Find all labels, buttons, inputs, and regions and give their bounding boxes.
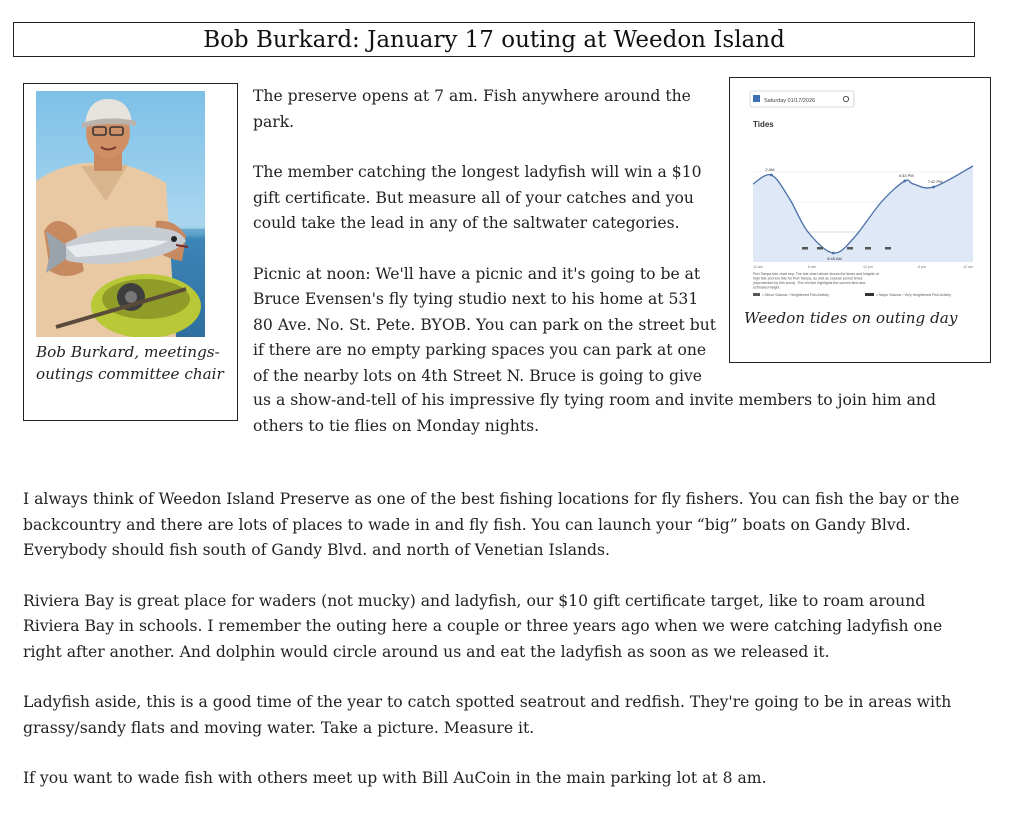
tides-figure xyxy=(729,77,991,363)
tide-point-label: 8:45 AM xyxy=(827,256,842,261)
intro-paragraph-3-continued: us a show-and-tell of his impressive fly tying room and invite members to join him and others to tie flies on Monday nights. xyxy=(253,391,936,435)
legend-major-label: = Major Solunar / Very Heightened Fish Activity xyxy=(876,293,952,297)
solunar-fish-icon xyxy=(847,247,853,250)
article-paragraph-1: I always think of Weedon Island Preserve as one of the best fishing locations for fly fishers. You can fish the bay or the backcountry and there are lots of places to wade in and fly fish. You can launch your “big” boats on Gandy Blvd. Everybody should fish south of Gandy Blvd. and north of Venetian Islands. xyxy=(23,490,960,559)
tide-point-label: 4:33 PM xyxy=(898,173,914,178)
photo-caption: Bob Burkard, meetings-outings committee chair xyxy=(36,343,224,383)
minor-solunar-fish-icon xyxy=(753,293,760,296)
solunar-fish-icon xyxy=(865,247,871,250)
x-axis-tick-label: 12 am xyxy=(753,265,763,269)
intro-paragraph-3: Picnic at noon: We'll have a picnic and it's going to be at Bruce Evensen's fly tying studio next to his home at 531 80 Ave. No. St. Pete. BYOB. You can park on the street but if there are no empty parking spaces you can park at one of the nearby lots on 4th Street N. Bruce is going to give xyxy=(253,264,717,385)
x-axis-tick-label: 6 pm xyxy=(918,265,926,269)
tide-point-label: 7:42 PM xyxy=(927,179,943,184)
x-axis-tick-label: 12 am xyxy=(963,265,973,269)
tide-point-label: 2 AM xyxy=(765,167,775,172)
article-body xyxy=(23,487,983,817)
major-solunar-fish-icon xyxy=(865,293,874,296)
intro-paragraph-1: The preserve opens at 7 am. Fish anywhere around the park. xyxy=(253,87,691,131)
angler-with-fish-image xyxy=(36,91,205,337)
calendar-icon xyxy=(753,95,760,102)
intro-text xyxy=(253,84,723,414)
tide-point xyxy=(903,180,906,183)
article-paragraph-3: Ladyfish aside, this is a good time of the year to catch spotted seatrout and redfish. They're going to be in areas with grassy/sandy flats and moving water. Take a picture. Measure it. xyxy=(23,693,952,737)
legend-minor-label: = Minor Solunar / Heightened Fish Activity xyxy=(762,293,829,297)
tides-caption: Weedon tides on outing day xyxy=(744,309,958,327)
date-field-text: Saturday 01/17/2026 xyxy=(764,98,816,104)
tide-point xyxy=(832,252,835,255)
solunar-fish-icon xyxy=(802,247,808,250)
tide-point xyxy=(932,186,935,189)
page-title: Bob Burkard: January 17 outing at Weedon Island xyxy=(203,26,785,53)
article-paragraph-2: Riviera Bay is great place for waders (not mucky) and ladyfish, our $10 gift certificate target, like to roam around Riviera Bay in schools. I remember the outing here a couple or three years ago when we were catching ladyfish one right after another. And dolphin would circle around us and eat the ladyfish as soon as we released it. xyxy=(23,591,943,661)
x-axis-tick-label: 12 pm xyxy=(863,265,873,269)
tides-chart-title: Tides xyxy=(753,120,774,129)
solunar-fish-icon xyxy=(885,247,891,250)
photo-frame xyxy=(23,83,238,421)
tide-point xyxy=(770,174,773,177)
bob-burkard-photo xyxy=(36,91,205,337)
tides-chart xyxy=(747,87,977,303)
tides-legend-text: Port Tampa tide chart key: The tide chart above shows the times and heights of high tide and low tide for Port Tampa, as well as solunar period times (represented by fish icons). The red line highlights the current time and estimated height. xyxy=(753,272,879,290)
x-axis-tick-label: 6 am xyxy=(808,265,816,269)
article-paragraph-4: If you want to wade fish with others meet up with Bill AuCoin in the main parking lot at 8 am. xyxy=(23,769,767,787)
intro-paragraph-2: The member catching the longest ladyfish will win a $10 gift certificate. But measure all of your catches and you could take the lead in any of the saltwater categories. xyxy=(253,163,702,232)
page-title-box xyxy=(13,22,975,57)
solunar-fish-icon xyxy=(817,247,823,250)
